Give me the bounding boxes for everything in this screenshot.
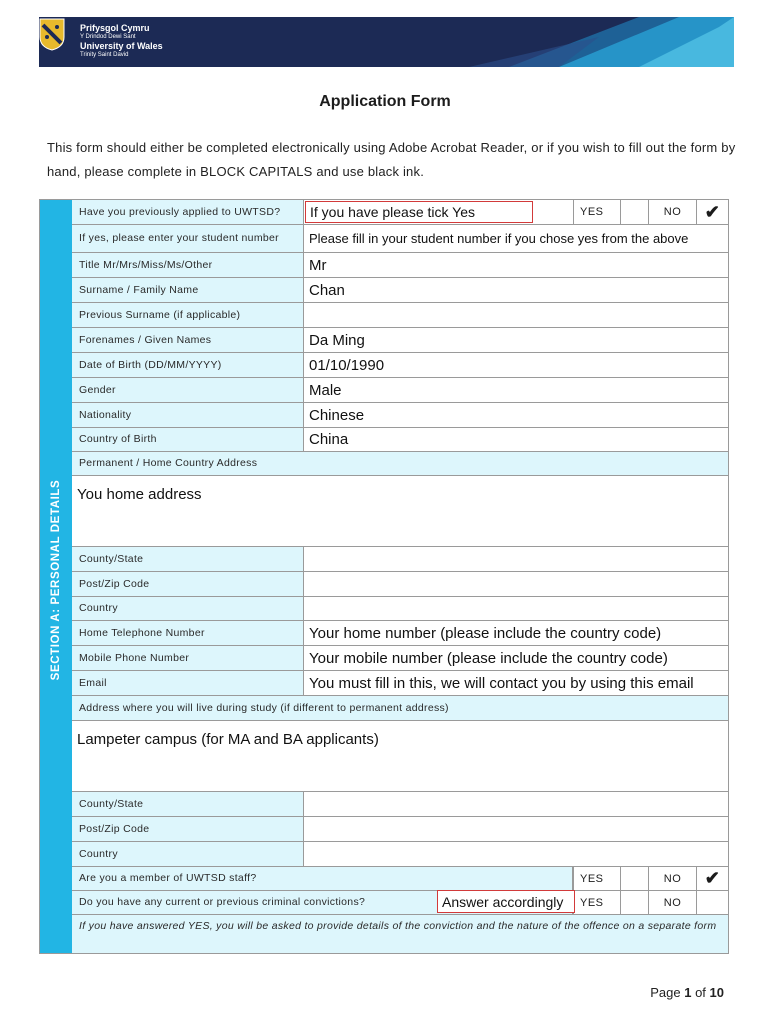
previous-surname-field[interactable] [304, 303, 728, 327]
student-number-field[interactable]: Please fill in your student number if you chose yes from the above [309, 231, 689, 246]
university-logo-text [80, 24, 163, 58]
row-previously-applied [72, 200, 728, 225]
page-total: 10 [709, 985, 724, 1000]
convictions-no-label: NO [648, 891, 696, 914]
logo-line-2: Y Drindod Dewi Sant [80, 34, 136, 40]
country-of-birth-label: Country of Birth [72, 428, 304, 451]
row-country-of-birth [72, 428, 728, 452]
row-home-phone [72, 621, 728, 646]
mobile-field[interactable]: Your mobile number (please include the country code) [309, 649, 668, 667]
row-student-number [72, 225, 728, 253]
previously-applied-no-checkbox[interactable]: ✔ [696, 200, 728, 224]
row-gender [72, 378, 728, 403]
section-label: SECTION A: PERSONAL DETAILS [50, 479, 62, 681]
postcode-1-label: Post/Zip Code [72, 572, 304, 596]
staff-yes-label: YES [573, 867, 620, 890]
county-2-label: County/State [72, 792, 304, 816]
row-nationality [72, 403, 728, 428]
row-country-2 [72, 842, 728, 867]
study-address-field[interactable]: Lampeter campus (for MA and BA applicants) [77, 731, 379, 748]
title-field[interactable]: Mr [309, 256, 327, 274]
row-home-address-label [72, 452, 728, 476]
row-country-1 [72, 597, 728, 621]
convictions-yes-checkbox[interactable] [620, 891, 648, 914]
home-address-label: Permanent / Home Country Address [72, 452, 728, 475]
university-crest-icon [39, 17, 65, 51]
county-2-field[interactable] [304, 792, 728, 816]
page-label: Page [650, 985, 681, 1000]
page-of: of [695, 985, 706, 1000]
gender-field[interactable]: Male [309, 381, 342, 399]
surname-field[interactable]: Chan [309, 281, 345, 299]
row-county-1 [72, 547, 728, 572]
row-study-address [72, 721, 728, 792]
row-conviction-note [72, 915, 728, 953]
row-staff [72, 867, 728, 891]
gender-label: Gender [72, 378, 304, 402]
county-1-label: County/State [72, 547, 304, 571]
previously-applied-label: Have you previously applied to UWTSD? [72, 200, 304, 224]
previously-applied-yes-label: YES [573, 200, 620, 224]
home-phone-field[interactable]: Your home number (please include the country code) [309, 624, 662, 642]
forenames-field[interactable]: Da Ming [309, 331, 365, 349]
convictions-yes-label: YES [573, 891, 620, 914]
email-label: Email [72, 671, 304, 695]
previous-surname-label: Previous Surname (if applicable) [72, 303, 304, 327]
home-address-field[interactable]: You home address [77, 486, 202, 503]
conviction-note: If you have answered YES, you will be asked to provide details of the conviction and the nature of the offence on a separate form [72, 915, 728, 953]
row-postcode-2 [72, 817, 728, 842]
forenames-label: Forenames / Given Names [72, 328, 304, 352]
convictions-note: Answer accordingly [437, 890, 575, 913]
page-footer [650, 985, 724, 1000]
staff-no-checkbox[interactable]: ✔ [696, 867, 728, 890]
email-field[interactable]: You must fill in this, we will contact you by using this email [309, 674, 694, 692]
row-study-address-label [72, 696, 728, 721]
row-dob [72, 353, 728, 378]
logo-line-1: Prifysgol Cymru [80, 23, 150, 33]
staff-label: Are you a member of UWTSD staff? [72, 867, 573, 890]
mobile-label: Mobile Phone Number [72, 646, 304, 670]
row-email [72, 671, 728, 696]
country-of-birth-field[interactable]: China [309, 431, 349, 448]
dob-field[interactable]: 01/10/1990 [309, 356, 385, 374]
application-form [39, 199, 729, 954]
previously-applied-note: If you have please tick Yes [305, 201, 533, 223]
postcode-2-label: Post/Zip Code [72, 817, 304, 841]
county-1-field[interactable] [304, 547, 728, 571]
convictions-no-checkbox[interactable] [696, 891, 728, 914]
convictions-label: Do you have any current or previous criminal convictions? [72, 891, 573, 914]
postcode-1-field[interactable] [304, 572, 728, 596]
country-1-label: Country [72, 597, 304, 620]
row-mobile [72, 646, 728, 671]
home-phone-label: Home Telephone Number [72, 621, 304, 645]
study-address-label: Address where you will live during study (if different to permanent address) [72, 696, 728, 720]
page-number: 1 [684, 985, 692, 1000]
postcode-2-field[interactable] [304, 817, 728, 841]
student-number-label: If yes, please enter your student number [72, 225, 304, 252]
section-bar [40, 200, 72, 953]
row-postcode-1 [72, 572, 728, 597]
row-county-2 [72, 792, 728, 817]
surname-label: Surname / Family Name [72, 278, 304, 302]
nationality-field[interactable]: Chinese [309, 406, 365, 424]
logo-line-4: Trinity Saint David [80, 52, 129, 58]
previously-applied-yes-checkbox[interactable] [620, 200, 648, 224]
staff-yes-checkbox[interactable] [620, 867, 648, 890]
dob-label: Date of Birth (DD/MM/YYYY) [72, 353, 304, 377]
intro-text: This form should either be completed electronically using Adobe Acrobat Reader, or if you wish to fill out the form by hand, please complete in BLOCK CAPITALS and use black ink. [47, 140, 736, 179]
country-2-label: Country [72, 842, 304, 866]
nationality-label: Nationality [72, 403, 304, 427]
row-title [72, 253, 728, 278]
row-previous-surname [72, 303, 728, 328]
country-2-field[interactable] [304, 842, 728, 866]
page-title: Application Form [319, 93, 451, 110]
row-surname [72, 278, 728, 303]
title-label: Title Mr/Mrs/Miss/Ms/Other [72, 253, 304, 277]
logo-line-3: University of Wales [80, 41, 163, 51]
row-convictions [72, 891, 728, 915]
header-banner [39, 17, 734, 67]
row-home-address [72, 476, 728, 547]
previously-applied-no-label: NO [648, 200, 696, 224]
row-forenames [72, 328, 728, 353]
country-1-field[interactable] [304, 597, 728, 620]
staff-no-label: NO [648, 867, 696, 890]
